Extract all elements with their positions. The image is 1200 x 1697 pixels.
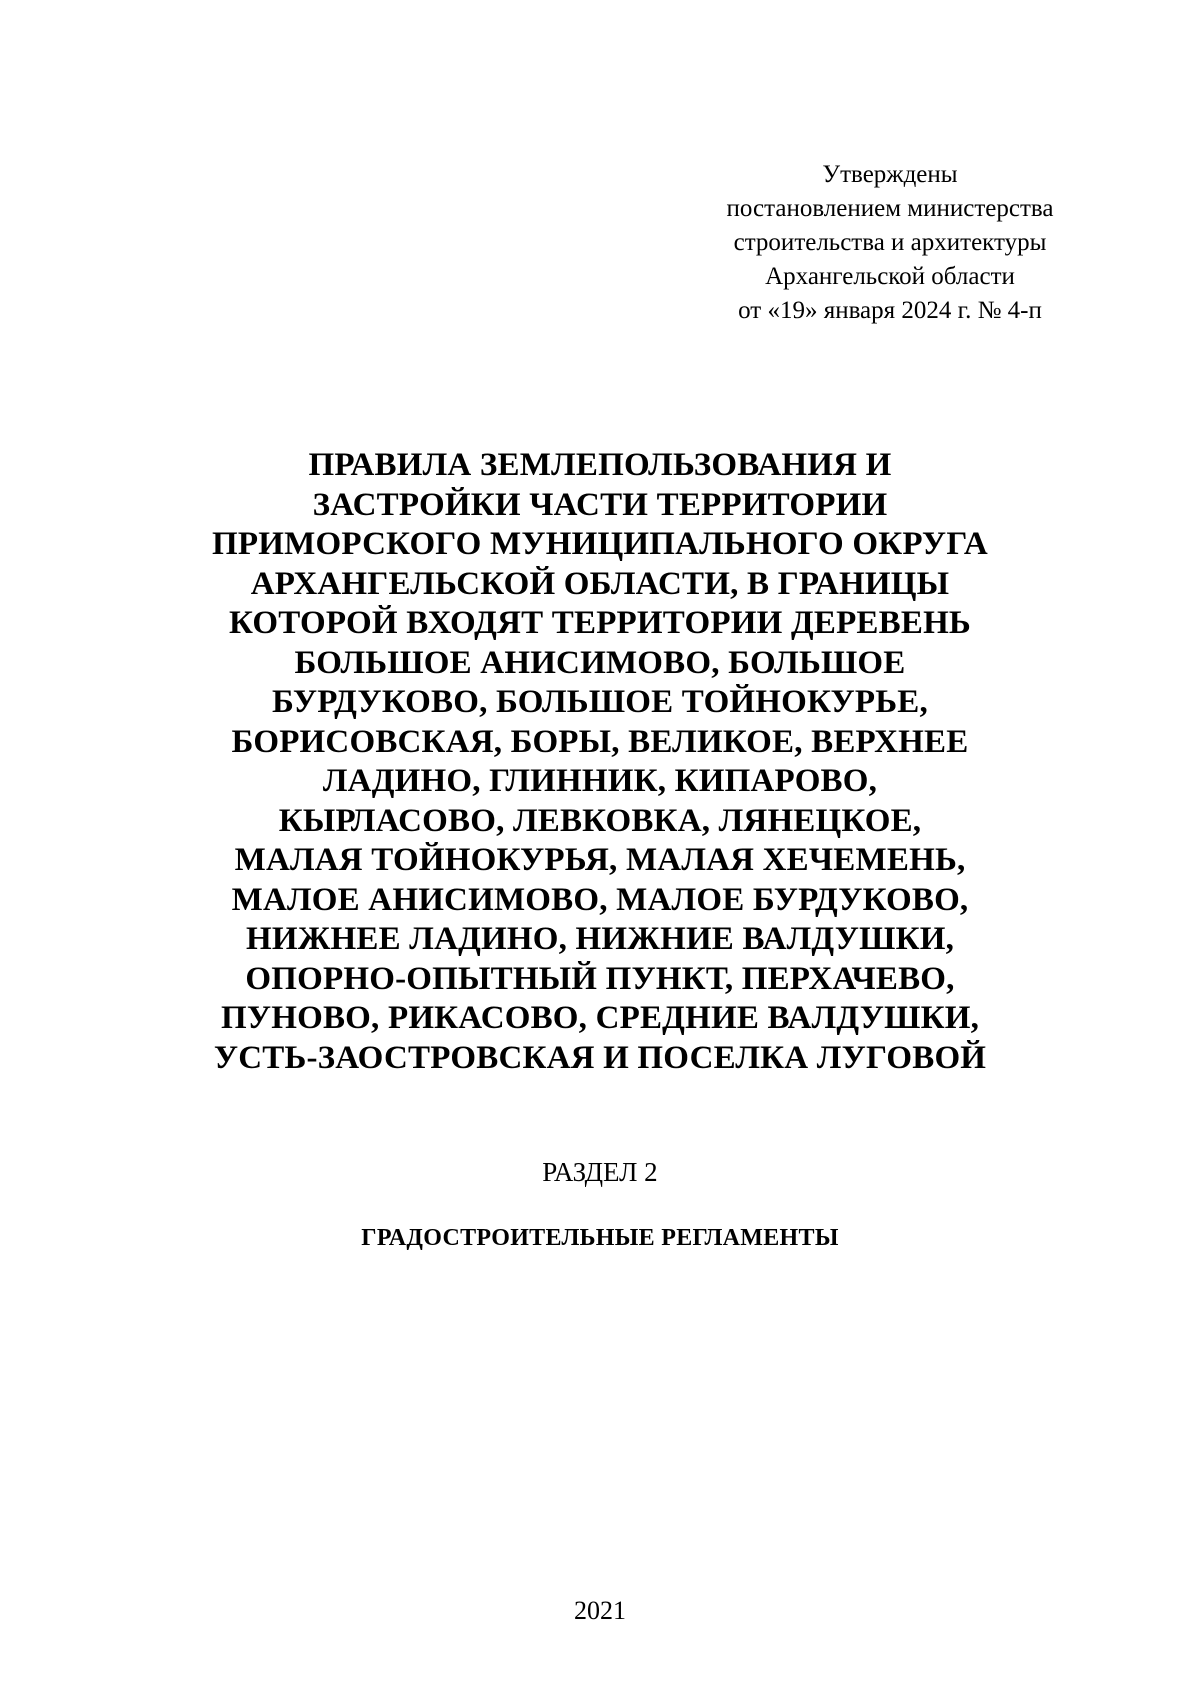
approval-line: строительства и архитектуры	[733, 229, 1047, 256]
section-title: ГРАДОСТРОИТЕЛЬНЫЕ РЕГЛАМЕНТЫ	[361, 1225, 839, 1251]
title-line: МАЛОЕ АНИСИМОВО, МАЛОЕ БУРДУКОВО,	[231, 881, 969, 918]
document-year: 2021	[574, 1596, 626, 1625]
title-line: КОТОРОЙ ВХОДЯТ ТЕРРИТОРИИ ДЕРЕВЕНЬ	[229, 605, 971, 641]
document-title	[120, 446, 1080, 1078]
title-line: НИЖНЕЕ ЛАДИНО, НИЖНИЕ ВАЛДУШКИ,	[245, 921, 955, 957]
title-line: КЫРЛАСОВО, ЛЕВКОВКА, ЛЯНЕЦКОЕ,	[278, 802, 922, 839]
title-line: ПРАВИЛА ЗЕМЛЕПОЛЬЗОВАНИЯ И	[308, 447, 892, 483]
title-line: БОЛЬШОЕ АНИСИМОВО, БОЛЬШОЕ	[294, 644, 906, 681]
title-line: БУРДУКОВО, БОЛЬШОЕ ТОЙНОКУРЬЕ,	[272, 684, 928, 720]
title-line: МАЛАЯ ТОЙНОКУРЬЯ, МАЛАЯ ХЕЧЕМЕНЬ,	[234, 842, 966, 878]
approval-line: от «19» января 2024 г. № 4-п	[738, 297, 1042, 324]
title-line: БОРИСОВСКАЯ, БОРЫ, ВЕЛИКОЕ, ВЕРХНЕЕ	[231, 723, 969, 760]
approval-line: постановлением министерства	[726, 195, 1054, 222]
title-line: УСТЬ-ЗАОСТРОВСКАЯ И ПОСЕЛКА ЛУГОВОЙ	[213, 1039, 987, 1076]
title-line: АРХАНГЕЛЬСКОЙ ОБЛАСТИ, В ГРАНИЦЫ	[250, 565, 950, 602]
title-line: ЗАСТРОЙКИ ЧАСТИ ТЕРРИТОРИИ	[312, 486, 888, 523]
approval-block	[700, 158, 1080, 328]
approval-line: Утверждены	[822, 161, 958, 188]
title-line: ОПОРНО-ОПЫТНЫЙ ПУНКТ, ПЕРХАЧЕВО,	[245, 960, 955, 997]
title-line: ПРИМОРСКОГО МУНИЦИПАЛЬНОГО ОКРУГА	[212, 526, 988, 562]
section-label: РАЗДЕЛ 2	[542, 1157, 658, 1187]
approval-line: Архангельской области	[765, 263, 1015, 290]
title-line: ЛАДИНО, ГЛИННИК, КИПАРОВО,	[322, 763, 878, 799]
title-line: ПУНОВО, РИКАСОВО, СРЕДНИЕ ВАЛДУШКИ,	[220, 1000, 980, 1036]
